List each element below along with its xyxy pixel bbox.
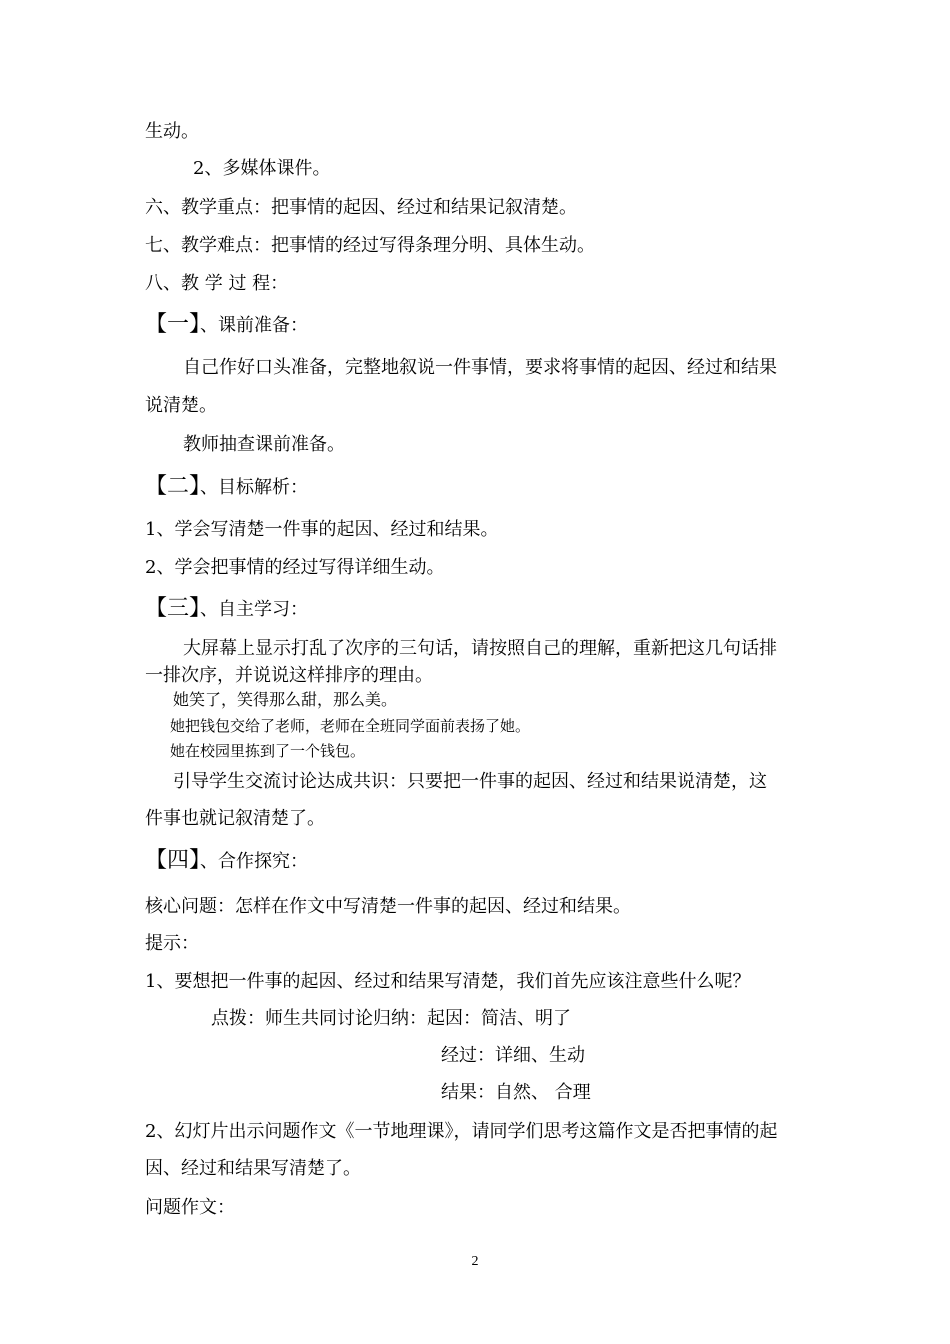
text-line: 件事也就记叙清楚了。	[145, 808, 325, 829]
text-line: 引导学生交流讨论达成共识：只要把一件事的起因、经过和结果说清楚，这	[173, 771, 767, 792]
text-line: 大屏幕上显示打乱了次序的三句话，请按照自己的理解，重新把这几句话排	[183, 638, 777, 659]
subsection-heading	[145, 313, 308, 338]
list-item: 2、学会把事情的经过写得详细生动。	[145, 557, 445, 578]
section-bracket: 【三】	[145, 596, 201, 621]
subsection-heading	[145, 849, 308, 874]
text-line: 说清楚。	[145, 395, 217, 416]
section-bracket: 【一】	[145, 312, 201, 337]
text-line: 生动。	[145, 121, 199, 142]
text-line: 点拨：师生共同讨论归纳：起因：简洁、明了	[211, 1008, 571, 1029]
list-item: 1、要想把一件事的起因、经过和结果写清楚，我们首先应该注意些什么呢？	[145, 971, 751, 992]
subsection-heading	[145, 475, 308, 500]
subsection-title: 、合作探究：	[200, 851, 309, 872]
subsection-title: 、自主学习：	[200, 599, 309, 620]
text-line: 经过：详细、生动	[441, 1045, 585, 1066]
text-line: 提示：	[145, 933, 199, 954]
sentence-item: 她在校园里拣到了一个钱包。	[170, 742, 366, 760]
text-line: 一排次序，并说说这样排序的理由。	[145, 665, 433, 686]
text-line: 自己作好口头准备，完整地叙说一件事情，要求将事情的起因、经过和结果	[183, 357, 777, 378]
section-heading: 六、教学重点：把事情的起因、经过和结果记叙清楚。	[145, 197, 577, 218]
text-line: 核心问题：怎样在作文中写清楚一件事的起因、经过和结果。	[145, 896, 631, 917]
text-line: 因、经过和结果写清楚了。	[145, 1158, 361, 1179]
list-item: 2、多媒体课件。	[193, 158, 331, 179]
section-heading: 八、教 学 过 程：	[145, 273, 289, 294]
list-item: 2、幻灯片出示问题作文《一节地理课》，请同学们思考这篇作文是否把事情的起	[145, 1121, 778, 1142]
sentence-item: 她把钱包交给了老师，老师在全班同学面前表扬了她。	[170, 717, 531, 735]
text-line: 教师抽查课前准备。	[183, 434, 345, 455]
text-line: 问题作文：	[145, 1197, 235, 1218]
page-number: 2	[471, 1254, 479, 1269]
list-item: 1、学会写清楚一件事的起因、经过和结果。	[145, 519, 499, 540]
text-line: 结果：自然、 合理	[441, 1082, 591, 1103]
sentence-item: 她笑了，笑得那么甜，那么美。	[173, 690, 398, 709]
section-bracket: 【四】	[145, 848, 201, 873]
section-bracket: 【二】	[145, 474, 201, 499]
section-heading: 七、教学难点：把事情的经过写得条理分明、具体生动。	[145, 235, 595, 256]
subsection-title: 、课前准备：	[200, 315, 309, 336]
subsection-title: 、目标解析：	[200, 477, 309, 498]
subsection-heading	[145, 597, 308, 622]
